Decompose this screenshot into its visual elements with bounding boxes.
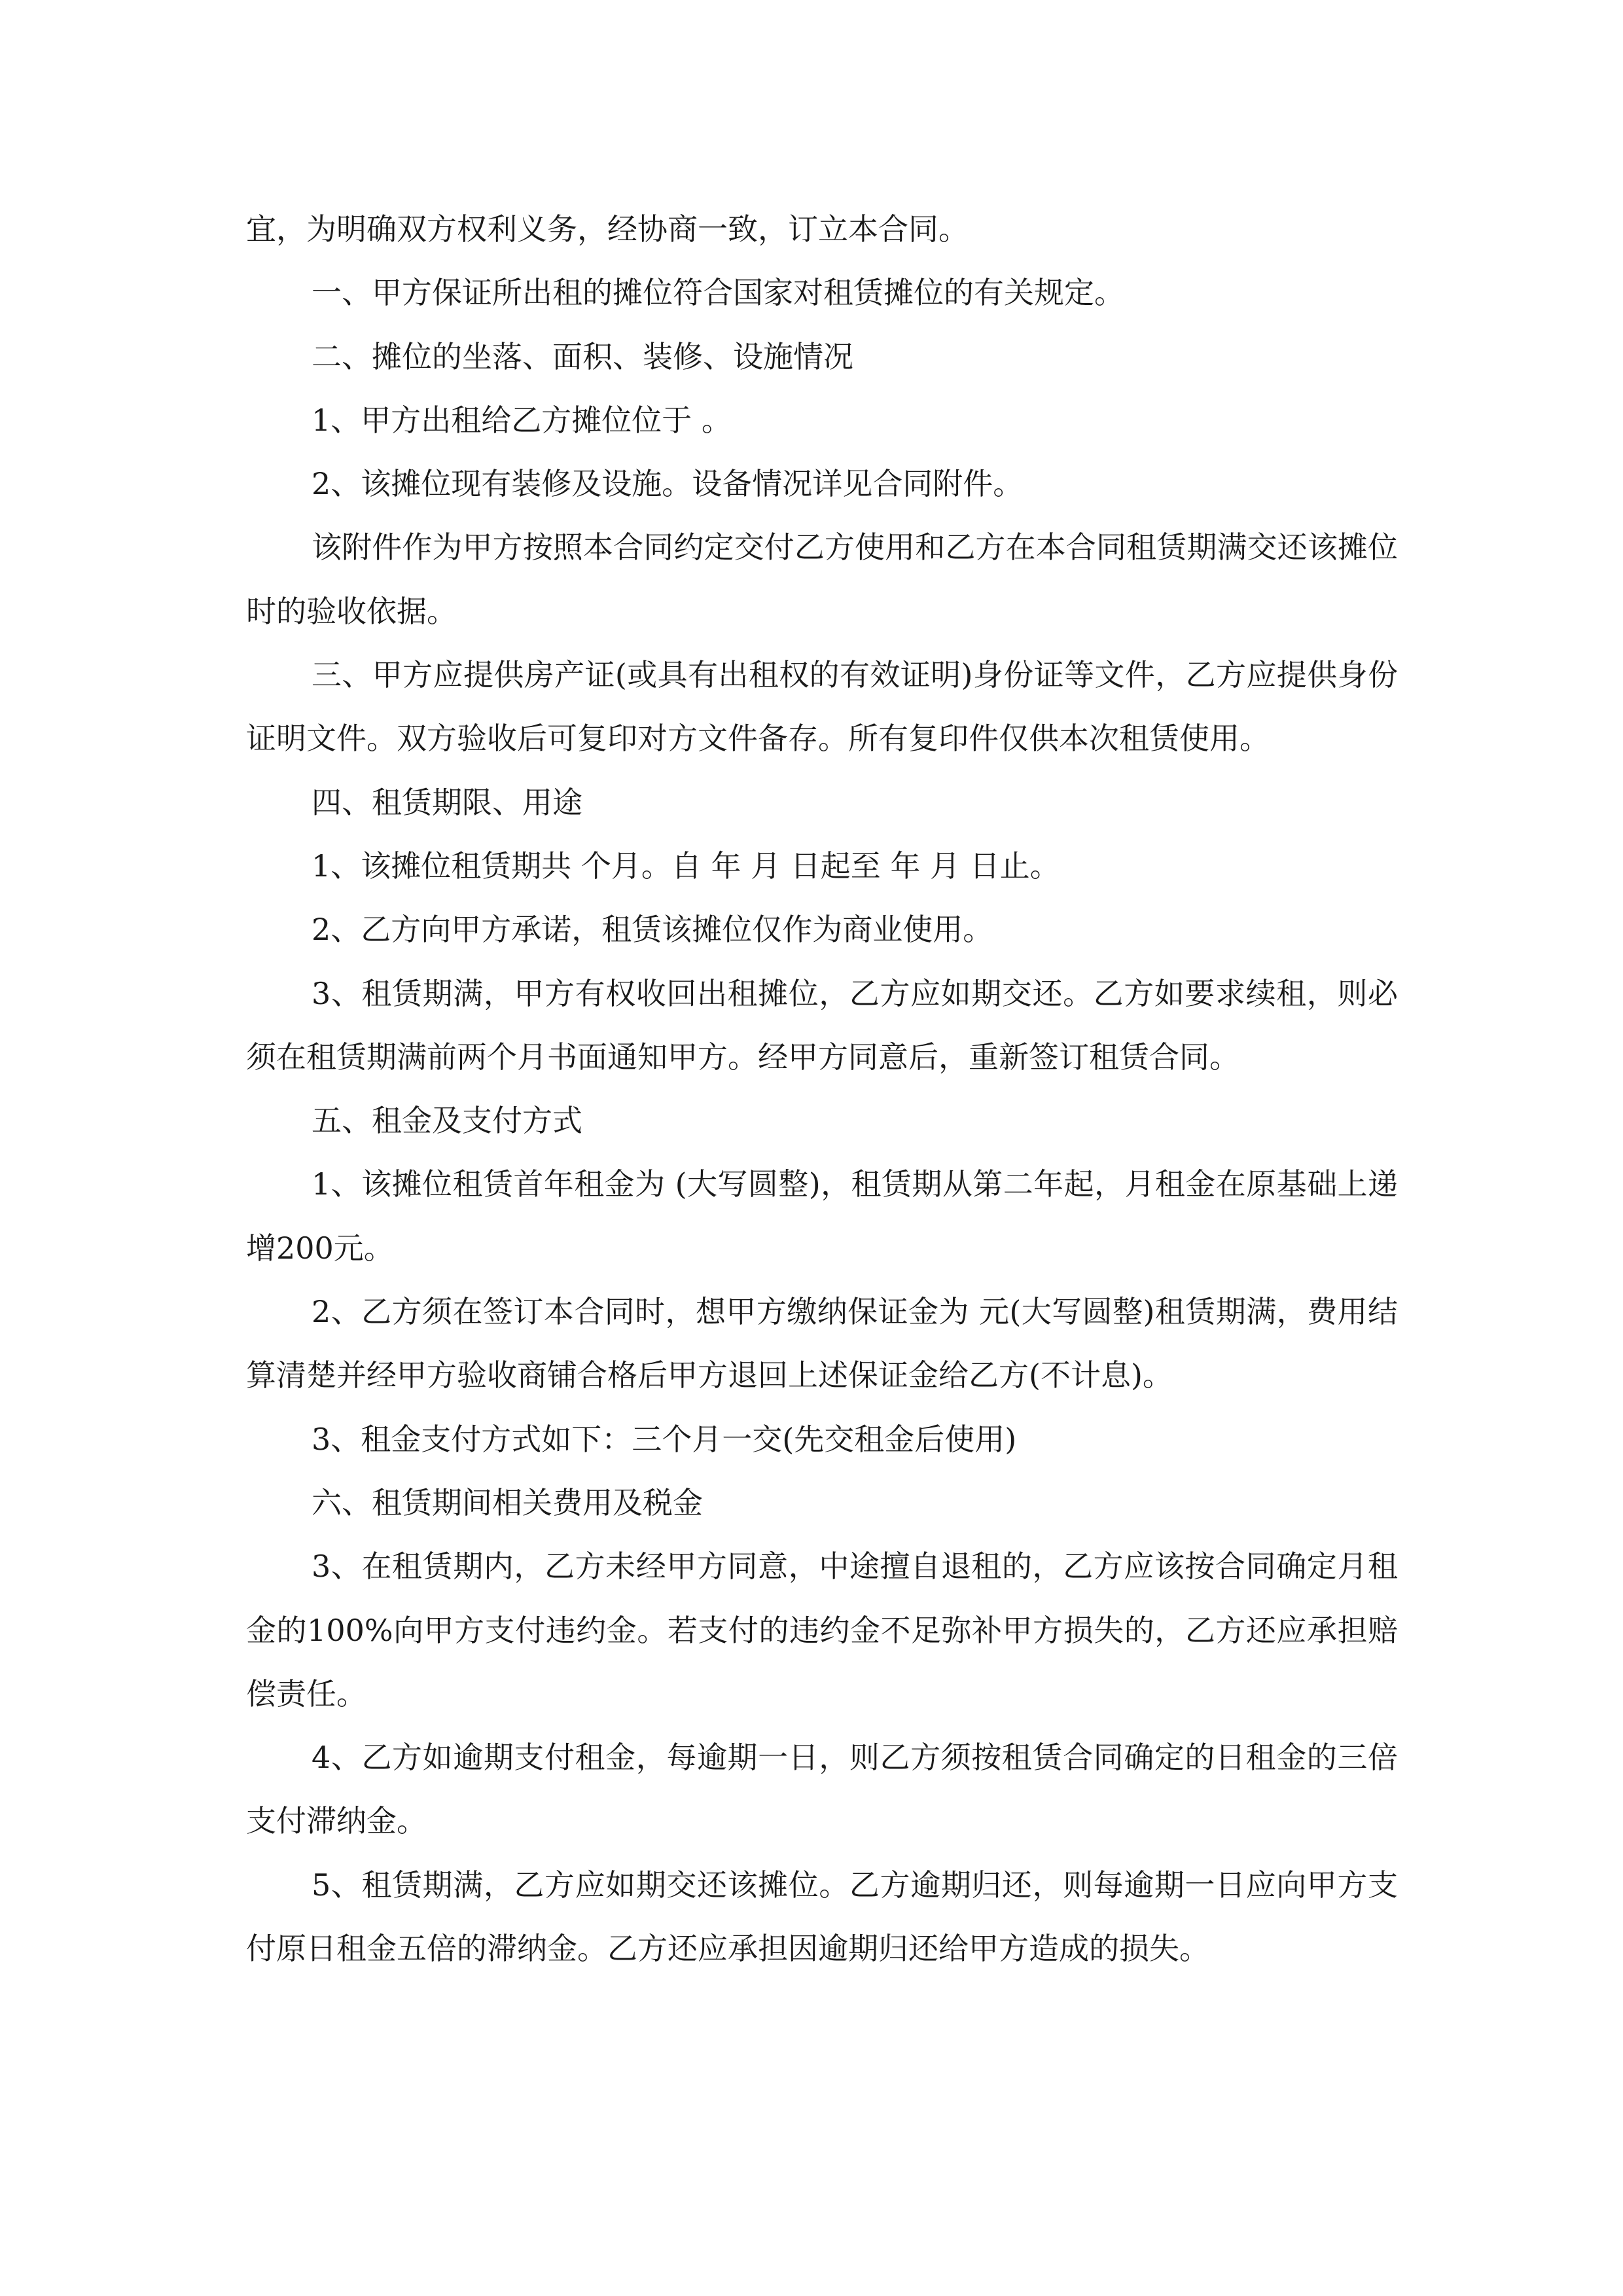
paragraph: 一、甲方保证所出租的摊位符合国家对租赁摊位的有关规定。 xyxy=(312,275,1124,311)
paragraph: 3、租金支付方式如下：三个月一交(先交租金后使用) xyxy=(312,1421,1017,1457)
paragraph: 1、该摊位租赁首年租金为 (大写圆整)，租赁期从第二年起，月租金在原基础上递增200元。 xyxy=(246,1166,1398,1266)
contract-body xyxy=(246,198,1398,1981)
paragraph: 2、该摊位现有装修及设施。设备情况详见合同附件。 xyxy=(312,466,1024,502)
paragraph: 该附件作为甲方按照本合同约定交付乙方使用和乙方在本合同租赁期满交还该摊位时的验收依据。 xyxy=(246,529,1398,629)
paragraph: 4、乙方如逾期支付租金，每逾期一日，则乙方须按租赁合同确定的日租金的三倍支付滞纳金。 xyxy=(246,1740,1398,1839)
paragraph: 1、该摊位租赁期共 个月。自 年 月 日起至 年 月 日止。 xyxy=(312,848,1060,884)
paragraph: 宜，为明确双方权利义务，经协商一致，订立本合同。 xyxy=(246,211,969,247)
section-heading: 四、租赁期限、用途 xyxy=(312,784,582,820)
section-heading: 二、摊位的坐落、面积、装修、设施情况 xyxy=(312,338,853,374)
paragraph: 1、甲方出租给乙方摊位位于 。 xyxy=(312,402,732,438)
paragraph: 3、在租赁期内，乙方未经甲方同意，中途擅自退租的，乙方应该按合同确定月租金的100%向甲方支付违约金。若支付的违约金不足弥补甲方损失的，乙方还应承担赔偿责任。 xyxy=(246,1549,1398,1712)
section-heading: 六、租赁期间相关费用及税金 xyxy=(312,1484,703,1520)
paragraph: 三、甲方应提供房产证(或具有出租权的有效证明)身份证等文件，乙方应提供身份证明文件。双方验收后可复印对方文件备存。所有复印件仅供本次租赁使用。 xyxy=(246,657,1398,757)
paragraph: 3、租赁期满，甲方有权收回出租摊位，乙方应如期交还。乙方如要求续租，则必须在租赁期满前两个月书面通知甲方。经甲方同意后，重新签订租赁合同。 xyxy=(246,975,1398,1075)
paragraph: 5、租赁期满，乙方应如期交还该摊位。乙方逾期归还，则每逾期一日应向甲方支付原日租金五倍的滞纳金。乙方还应承担因逾期归还给甲方造成的损失。 xyxy=(246,1867,1398,1967)
section-heading: 五、租金及支付方式 xyxy=(312,1103,582,1139)
paragraph: 2、乙方向甲方承诺，租赁该摊位仅作为商业使用。 xyxy=(312,912,993,948)
paragraph: 2、乙方须在签订本合同时，想甲方缴纳保证金为 元(大写圆整)租赁期满，费用结算清楚并经甲方验收商铺合格后甲方退回上述保证金给乙方(不计息)。 xyxy=(246,1294,1398,1393)
